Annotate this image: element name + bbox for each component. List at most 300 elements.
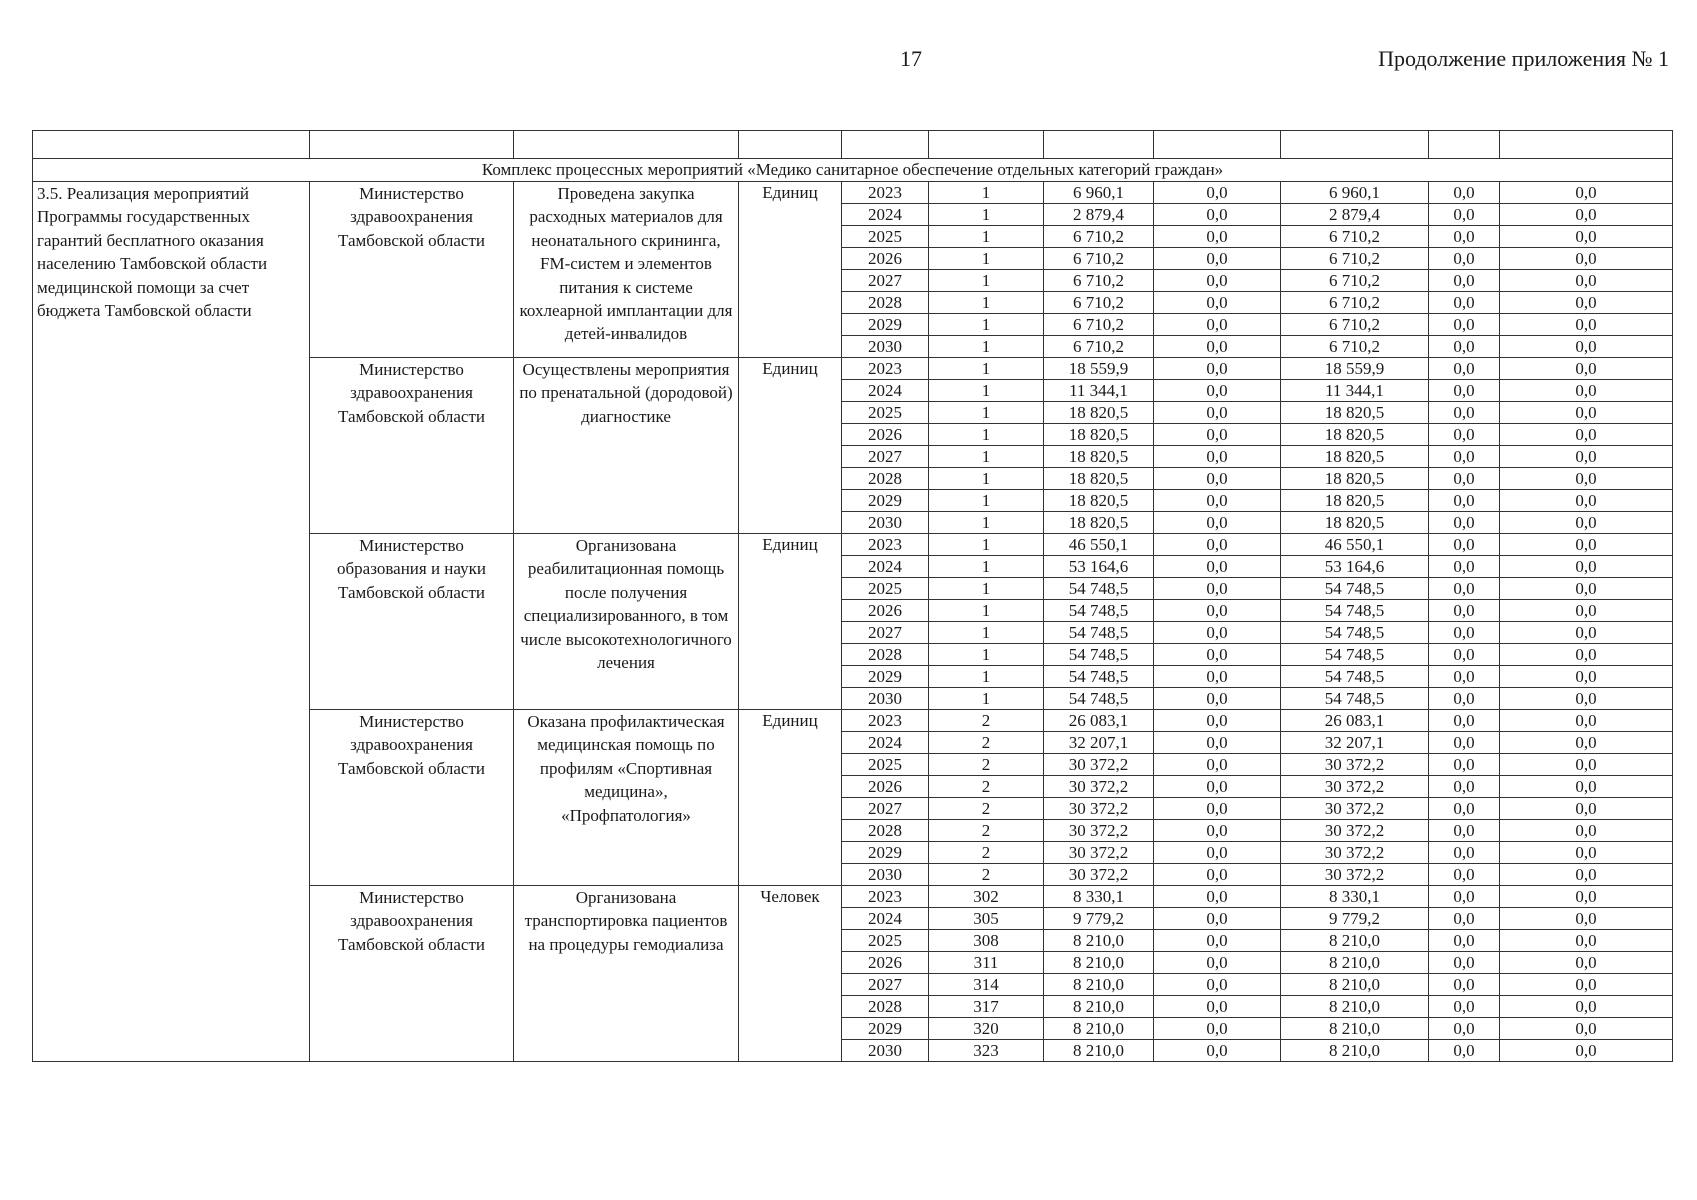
regional-budget-cell: 6 710,2 <box>1281 314 1429 336</box>
year-cell: 2025 <box>842 754 929 776</box>
other-sources-cell: 0,0 <box>1500 952 1673 974</box>
total-amount-cell: 53 164,6 <box>1044 556 1154 578</box>
year-cell: 2029 <box>842 666 929 688</box>
regional-budget-cell: 6 710,2 <box>1281 248 1429 270</box>
quantity-cell: 1 <box>929 204 1044 226</box>
regional-budget-cell: 18 820,5 <box>1281 468 1429 490</box>
appendix-continuation-label: Продолжение приложения № 1 <box>1378 46 1669 71</box>
year-cell: 2026 <box>842 424 929 446</box>
federal-budget-cell: 0,0 <box>1154 380 1281 402</box>
year-cell: 2029 <box>842 490 929 512</box>
regional-budget-cell: 32 207,1 <box>1281 732 1429 754</box>
total-amount-cell: 30 372,2 <box>1044 842 1154 864</box>
regional-budget-cell: 18 820,5 <box>1281 512 1429 534</box>
year-cell: 2024 <box>842 908 929 930</box>
federal-budget-cell: 0,0 <box>1154 512 1281 534</box>
federal-budget-cell: 0,0 <box>1154 710 1281 732</box>
municipal-budget-cell: 0,0 <box>1429 578 1500 600</box>
municipal-budget-cell: 0,0 <box>1429 710 1500 732</box>
year-cell: 2024 <box>842 204 929 226</box>
municipal-budget-cell: 0,0 <box>1429 622 1500 644</box>
total-amount-cell: 54 748,5 <box>1044 644 1154 666</box>
municipal-budget-cell: 0,0 <box>1429 1018 1500 1040</box>
total-amount-cell: 18 820,5 <box>1044 512 1154 534</box>
federal-budget-cell: 0,0 <box>1154 578 1281 600</box>
year-cell: 2029 <box>842 842 929 864</box>
quantity-cell: 1 <box>929 336 1044 358</box>
quantity-cell: 311 <box>929 952 1044 974</box>
other-sources-cell: 0,0 <box>1500 226 1673 248</box>
federal-budget-cell: 0,0 <box>1154 182 1281 204</box>
municipal-budget-cell: 0,0 <box>1429 424 1500 446</box>
executor-cell: Министерство здравоохранения Тамбовской области <box>310 710 514 886</box>
other-sources-cell: 0,0 <box>1500 512 1673 534</box>
municipal-budget-cell: 0,0 <box>1429 864 1500 886</box>
quantity-cell: 2 <box>929 776 1044 798</box>
total-amount-cell: 30 372,2 <box>1044 776 1154 798</box>
federal-budget-cell: 0,0 <box>1154 424 1281 446</box>
year-cell: 2027 <box>842 270 929 292</box>
municipal-budget-cell: 0,0 <box>1429 974 1500 996</box>
municipal-budget-cell: 0,0 <box>1429 270 1500 292</box>
federal-budget-cell: 0,0 <box>1154 886 1281 908</box>
regional-budget-cell: 18 820,5 <box>1281 402 1429 424</box>
year-cell: 2025 <box>842 226 929 248</box>
year-cell: 2029 <box>842 1018 929 1040</box>
quantity-cell: 1 <box>929 314 1044 336</box>
municipal-budget-cell: 0,0 <box>1429 1040 1500 1062</box>
year-cell: 2024 <box>842 732 929 754</box>
regional-budget-cell: 6 710,2 <box>1281 336 1429 358</box>
regional-budget-cell: 30 372,2 <box>1281 864 1429 886</box>
executor-cell: Министерство здравоохранения Тамбовской области <box>310 182 514 358</box>
year-cell: 2028 <box>842 292 929 314</box>
municipal-budget-cell: 0,0 <box>1429 226 1500 248</box>
regional-budget-cell: 9 779,2 <box>1281 908 1429 930</box>
regional-budget-cell: 6 710,2 <box>1281 292 1429 314</box>
municipal-budget-cell: 0,0 <box>1429 490 1500 512</box>
total-amount-cell: 8 210,0 <box>1044 1040 1154 1062</box>
municipal-budget-cell: 0,0 <box>1429 534 1500 556</box>
year-cell: 2028 <box>842 820 929 842</box>
federal-budget-cell: 0,0 <box>1154 842 1281 864</box>
total-amount-cell: 54 748,5 <box>1044 600 1154 622</box>
quantity-cell: 1 <box>929 468 1044 490</box>
year-cell: 2023 <box>842 710 929 732</box>
quantity-cell: 305 <box>929 908 1044 930</box>
total-amount-cell: 6 710,2 <box>1044 314 1154 336</box>
regional-budget-cell: 54 748,5 <box>1281 688 1429 710</box>
year-cell: 2028 <box>842 996 929 1018</box>
year-cell: 2026 <box>842 776 929 798</box>
quantity-cell: 2 <box>929 754 1044 776</box>
other-sources-cell: 0,0 <box>1500 1018 1673 1040</box>
municipal-budget-cell: 0,0 <box>1429 952 1500 974</box>
federal-budget-cell: 0,0 <box>1154 732 1281 754</box>
quantity-cell: 1 <box>929 688 1044 710</box>
year-cell: 2027 <box>842 798 929 820</box>
regional-budget-cell: 8 210,0 <box>1281 974 1429 996</box>
municipal-budget-cell: 0,0 <box>1429 930 1500 952</box>
municipal-budget-cell: 0,0 <box>1429 446 1500 468</box>
other-sources-cell: 0,0 <box>1500 402 1673 424</box>
quantity-cell: 1 <box>929 622 1044 644</box>
executor-cell: Министерство здравоохранения Тамбовской области <box>310 358 514 534</box>
federal-budget-cell: 0,0 <box>1154 952 1281 974</box>
other-sources-cell: 0,0 <box>1500 1040 1673 1062</box>
municipal-budget-cell: 0,0 <box>1429 402 1500 424</box>
total-amount-cell: 11 344,1 <box>1044 380 1154 402</box>
quantity-cell: 1 <box>929 248 1044 270</box>
result-cell: Организована транспортировка пациентов на процедуры гемодиализа <box>514 886 739 1062</box>
other-sources-cell: 0,0 <box>1500 534 1673 556</box>
other-sources-cell: 0,0 <box>1500 424 1673 446</box>
quantity-cell: 1 <box>929 556 1044 578</box>
quantity-cell: 302 <box>929 886 1044 908</box>
unit-cell: Единиц <box>739 534 842 710</box>
regional-budget-cell: 30 372,2 <box>1281 842 1429 864</box>
municipal-budget-cell: 0,0 <box>1429 754 1500 776</box>
other-sources-cell: 0,0 <box>1500 996 1673 1018</box>
quantity-cell: 2 <box>929 732 1044 754</box>
regional-budget-cell: 30 372,2 <box>1281 754 1429 776</box>
total-amount-cell: 30 372,2 <box>1044 798 1154 820</box>
regional-budget-cell: 30 372,2 <box>1281 776 1429 798</box>
total-amount-cell: 32 207,1 <box>1044 732 1154 754</box>
other-sources-cell: 0,0 <box>1500 930 1673 952</box>
federal-budget-cell: 0,0 <box>1154 248 1281 270</box>
year-cell: 2026 <box>842 952 929 974</box>
year-cell: 2027 <box>842 446 929 468</box>
result-cell: Оказана профилактическая медицинская помощь по профилям «Спортивная медицина», «Профпатология» <box>514 710 739 886</box>
total-amount-cell: 18 559,9 <box>1044 358 1154 380</box>
municipal-budget-cell: 0,0 <box>1429 688 1500 710</box>
federal-budget-cell: 0,0 <box>1154 292 1281 314</box>
year-cell: 2030 <box>842 336 929 358</box>
year-cell: 2023 <box>842 182 929 204</box>
municipal-budget-cell: 0,0 <box>1429 842 1500 864</box>
quantity-cell: 1 <box>929 644 1044 666</box>
regional-budget-cell: 6 960,1 <box>1281 182 1429 204</box>
quantity-cell: 2 <box>929 710 1044 732</box>
quantity-cell: 1 <box>929 402 1044 424</box>
regional-budget-cell: 18 820,5 <box>1281 424 1429 446</box>
quantity-cell: 1 <box>929 292 1044 314</box>
quantity-cell: 2 <box>929 842 1044 864</box>
other-sources-cell: 0,0 <box>1500 798 1673 820</box>
total-amount-cell: 54 748,5 <box>1044 688 1154 710</box>
regional-budget-cell: 54 748,5 <box>1281 622 1429 644</box>
result-cell: Организована реабилитационная помощь после получения специализированного, в том числе высокотехнологичного лечения <box>514 534 739 710</box>
section-title: Комплекс процессных мероприятий «Медико санитарное обеспечение отдельных категорий граждан» <box>33 159 1673 182</box>
section-title-row <box>33 159 1673 182</box>
regional-budget-cell: 54 748,5 <box>1281 666 1429 688</box>
year-cell: 2024 <box>842 556 929 578</box>
other-sources-cell: 0,0 <box>1500 204 1673 226</box>
year-cell: 2026 <box>842 248 929 270</box>
federal-budget-cell: 0,0 <box>1154 644 1281 666</box>
federal-budget-cell: 0,0 <box>1154 666 1281 688</box>
year-cell: 2029 <box>842 314 929 336</box>
other-sources-cell: 0,0 <box>1500 908 1673 930</box>
quantity-cell: 317 <box>929 996 1044 1018</box>
federal-budget-cell: 0,0 <box>1154 270 1281 292</box>
municipal-budget-cell: 0,0 <box>1429 820 1500 842</box>
regional-budget-cell: 6 710,2 <box>1281 226 1429 248</box>
federal-budget-cell: 0,0 <box>1154 490 1281 512</box>
total-amount-cell: 6 710,2 <box>1044 270 1154 292</box>
regional-budget-cell: 18 820,5 <box>1281 446 1429 468</box>
municipal-budget-cell: 0,0 <box>1429 600 1500 622</box>
federal-budget-cell: 0,0 <box>1154 226 1281 248</box>
federal-budget-cell: 0,0 <box>1154 204 1281 226</box>
municipal-budget-cell: 0,0 <box>1429 314 1500 336</box>
year-cell: 2030 <box>842 1040 929 1062</box>
other-sources-cell: 0,0 <box>1500 490 1673 512</box>
page-number: 17 <box>900 46 922 71</box>
executor-cell: Министерство здравоохранения Тамбовской области <box>310 886 514 1062</box>
year-cell: 2023 <box>842 886 929 908</box>
regional-budget-cell: 8 330,1 <box>1281 886 1429 908</box>
regional-budget-cell: 6 710,2 <box>1281 270 1429 292</box>
table-header-row <box>33 131 1673 159</box>
municipal-budget-cell: 0,0 <box>1429 732 1500 754</box>
quantity-cell: 1 <box>929 600 1044 622</box>
quantity-cell: 1 <box>929 578 1044 600</box>
municipal-budget-cell: 0,0 <box>1429 886 1500 908</box>
federal-budget-cell: 0,0 <box>1154 688 1281 710</box>
total-amount-cell: 6 710,2 <box>1044 336 1154 358</box>
quantity-cell: 308 <box>929 930 1044 952</box>
total-amount-cell: 6 710,2 <box>1044 226 1154 248</box>
other-sources-cell: 0,0 <box>1500 842 1673 864</box>
quantity-cell: 2 <box>929 820 1044 842</box>
year-cell: 2025 <box>842 402 929 424</box>
regional-budget-cell: 54 748,5 <box>1281 644 1429 666</box>
result-cell: Осуществлены мероприятия по пренатальной (дородовой) диагностике <box>514 358 739 534</box>
total-amount-cell: 54 748,5 <box>1044 578 1154 600</box>
other-sources-cell: 0,0 <box>1500 358 1673 380</box>
year-cell: 2030 <box>842 688 929 710</box>
total-amount-cell: 18 820,5 <box>1044 424 1154 446</box>
regional-budget-cell: 46 550,1 <box>1281 534 1429 556</box>
regional-budget-cell: 8 210,0 <box>1281 952 1429 974</box>
other-sources-cell: 0,0 <box>1500 974 1673 996</box>
municipal-budget-cell: 0,0 <box>1429 776 1500 798</box>
other-sources-cell: 0,0 <box>1500 556 1673 578</box>
measure-name-cell: 3.5. Реализация мероприятий Программы государственных гарантий бесплатного оказания населению Тамбовской области медицинской помощи за счет бюджета Тамбовской области <box>33 182 310 1062</box>
unit-cell: Единиц <box>739 358 842 534</box>
other-sources-cell: 0,0 <box>1500 468 1673 490</box>
federal-budget-cell: 0,0 <box>1154 974 1281 996</box>
federal-budget-cell: 0,0 <box>1154 798 1281 820</box>
regional-budget-cell: 18 559,9 <box>1281 358 1429 380</box>
regional-budget-cell: 54 748,5 <box>1281 578 1429 600</box>
federal-budget-cell: 0,0 <box>1154 314 1281 336</box>
quantity-cell: 1 <box>929 534 1044 556</box>
other-sources-cell: 0,0 <box>1500 314 1673 336</box>
municipal-budget-cell: 0,0 <box>1429 380 1500 402</box>
year-cell: 2030 <box>842 512 929 534</box>
quantity-cell: 1 <box>929 182 1044 204</box>
total-amount-cell: 54 748,5 <box>1044 666 1154 688</box>
year-cell: 2023 <box>842 358 929 380</box>
quantity-cell: 1 <box>929 270 1044 292</box>
other-sources-cell: 0,0 <box>1500 666 1673 688</box>
year-cell: 2023 <box>842 534 929 556</box>
other-sources-cell: 0,0 <box>1500 292 1673 314</box>
measures-table <box>32 130 1673 1062</box>
regional-budget-cell: 54 748,5 <box>1281 600 1429 622</box>
other-sources-cell: 0,0 <box>1500 688 1673 710</box>
other-sources-cell: 0,0 <box>1500 644 1673 666</box>
result-cell: Проведена закупка расходных материалов для неонатального скрининга, FM-систем и элементов питания к системе кохлеарной имплантации для детей-инвалидов <box>514 182 739 358</box>
other-sources-cell: 0,0 <box>1500 336 1673 358</box>
municipal-budget-cell: 0,0 <box>1429 468 1500 490</box>
federal-budget-cell: 0,0 <box>1154 556 1281 578</box>
quantity-cell: 2 <box>929 864 1044 886</box>
year-cell: 2026 <box>842 600 929 622</box>
municipal-budget-cell: 0,0 <box>1429 908 1500 930</box>
other-sources-cell: 0,0 <box>1500 446 1673 468</box>
total-amount-cell: 9 779,2 <box>1044 908 1154 930</box>
total-amount-cell: 6 710,2 <box>1044 248 1154 270</box>
year-cell: 2025 <box>842 578 929 600</box>
other-sources-cell: 0,0 <box>1500 732 1673 754</box>
total-amount-cell: 30 372,2 <box>1044 820 1154 842</box>
regional-budget-cell: 30 372,2 <box>1281 798 1429 820</box>
total-amount-cell: 8 210,0 <box>1044 930 1154 952</box>
regional-budget-cell: 30 372,2 <box>1281 820 1429 842</box>
table-row <box>33 182 1673 204</box>
federal-budget-cell: 0,0 <box>1154 820 1281 842</box>
regional-budget-cell: 18 820,5 <box>1281 490 1429 512</box>
other-sources-cell: 0,0 <box>1500 248 1673 270</box>
municipal-budget-cell: 0,0 <box>1429 248 1500 270</box>
quantity-cell: 1 <box>929 490 1044 512</box>
quantity-cell: 1 <box>929 226 1044 248</box>
quantity-cell: 323 <box>929 1040 1044 1062</box>
unit-cell: Единиц <box>739 710 842 886</box>
other-sources-cell: 0,0 <box>1500 886 1673 908</box>
quantity-cell: 1 <box>929 666 1044 688</box>
total-amount-cell: 8 210,0 <box>1044 996 1154 1018</box>
federal-budget-cell: 0,0 <box>1154 754 1281 776</box>
quantity-cell: 1 <box>929 380 1044 402</box>
year-cell: 2028 <box>842 644 929 666</box>
total-amount-cell: 18 820,5 <box>1044 402 1154 424</box>
year-cell: 2030 <box>842 864 929 886</box>
municipal-budget-cell: 0,0 <box>1429 336 1500 358</box>
municipal-budget-cell: 0,0 <box>1429 996 1500 1018</box>
unit-cell: Единиц <box>739 182 842 358</box>
unit-cell: Человек <box>739 886 842 1062</box>
quantity-cell: 314 <box>929 974 1044 996</box>
federal-budget-cell: 0,0 <box>1154 600 1281 622</box>
federal-budget-cell: 0,0 <box>1154 776 1281 798</box>
total-amount-cell: 6 710,2 <box>1044 292 1154 314</box>
other-sources-cell: 0,0 <box>1500 578 1673 600</box>
regional-budget-cell: 2 879,4 <box>1281 204 1429 226</box>
other-sources-cell: 0,0 <box>1500 600 1673 622</box>
federal-budget-cell: 0,0 <box>1154 336 1281 358</box>
year-cell: 2025 <box>842 930 929 952</box>
quantity-cell: 2 <box>929 798 1044 820</box>
other-sources-cell: 0,0 <box>1500 182 1673 204</box>
other-sources-cell: 0,0 <box>1500 864 1673 886</box>
municipal-budget-cell: 0,0 <box>1429 644 1500 666</box>
regional-budget-cell: 8 210,0 <box>1281 930 1429 952</box>
other-sources-cell: 0,0 <box>1500 270 1673 292</box>
federal-budget-cell: 0,0 <box>1154 622 1281 644</box>
total-amount-cell: 46 550,1 <box>1044 534 1154 556</box>
regional-budget-cell: 26 083,1 <box>1281 710 1429 732</box>
total-amount-cell: 18 820,5 <box>1044 490 1154 512</box>
municipal-budget-cell: 0,0 <box>1429 556 1500 578</box>
municipal-budget-cell: 0,0 <box>1429 292 1500 314</box>
municipal-budget-cell: 0,0 <box>1429 358 1500 380</box>
total-amount-cell: 2 879,4 <box>1044 204 1154 226</box>
year-cell: 2028 <box>842 468 929 490</box>
total-amount-cell: 8 210,0 <box>1044 974 1154 996</box>
federal-budget-cell: 0,0 <box>1154 908 1281 930</box>
other-sources-cell: 0,0 <box>1500 820 1673 842</box>
federal-budget-cell: 0,0 <box>1154 446 1281 468</box>
municipal-budget-cell: 0,0 <box>1429 798 1500 820</box>
regional-budget-cell: 8 210,0 <box>1281 1018 1429 1040</box>
quantity-cell: 1 <box>929 424 1044 446</box>
quantity-cell: 1 <box>929 358 1044 380</box>
federal-budget-cell: 0,0 <box>1154 1018 1281 1040</box>
federal-budget-cell: 0,0 <box>1154 402 1281 424</box>
municipal-budget-cell: 0,0 <box>1429 512 1500 534</box>
executor-cell: Министерство образования и науки Тамбовской области <box>310 534 514 710</box>
total-amount-cell: 8 330,1 <box>1044 886 1154 908</box>
year-cell: 2024 <box>842 380 929 402</box>
municipal-budget-cell: 0,0 <box>1429 666 1500 688</box>
municipal-budget-cell: 0,0 <box>1429 182 1500 204</box>
municipal-budget-cell: 0,0 <box>1429 204 1500 226</box>
total-amount-cell: 8 210,0 <box>1044 952 1154 974</box>
total-amount-cell: 6 960,1 <box>1044 182 1154 204</box>
total-amount-cell: 18 820,5 <box>1044 446 1154 468</box>
quantity-cell: 320 <box>929 1018 1044 1040</box>
total-amount-cell: 30 372,2 <box>1044 864 1154 886</box>
total-amount-cell: 30 372,2 <box>1044 754 1154 776</box>
federal-budget-cell: 0,0 <box>1154 864 1281 886</box>
year-cell: 2027 <box>842 974 929 996</box>
federal-budget-cell: 0,0 <box>1154 534 1281 556</box>
other-sources-cell: 0,0 <box>1500 380 1673 402</box>
federal-budget-cell: 0,0 <box>1154 468 1281 490</box>
other-sources-cell: 0,0 <box>1500 622 1673 644</box>
quantity-cell: 1 <box>929 512 1044 534</box>
regional-budget-cell: 11 344,1 <box>1281 380 1429 402</box>
year-cell: 2027 <box>842 622 929 644</box>
other-sources-cell: 0,0 <box>1500 754 1673 776</box>
federal-budget-cell: 0,0 <box>1154 1040 1281 1062</box>
federal-budget-cell: 0,0 <box>1154 358 1281 380</box>
total-amount-cell: 54 748,5 <box>1044 622 1154 644</box>
regional-budget-cell: 53 164,6 <box>1281 556 1429 578</box>
quantity-cell: 1 <box>929 446 1044 468</box>
total-amount-cell: 8 210,0 <box>1044 1018 1154 1040</box>
total-amount-cell: 26 083,1 <box>1044 710 1154 732</box>
regional-budget-cell: 8 210,0 <box>1281 996 1429 1018</box>
regional-budget-cell: 8 210,0 <box>1281 1040 1429 1062</box>
federal-budget-cell: 0,0 <box>1154 996 1281 1018</box>
total-amount-cell: 18 820,5 <box>1044 468 1154 490</box>
